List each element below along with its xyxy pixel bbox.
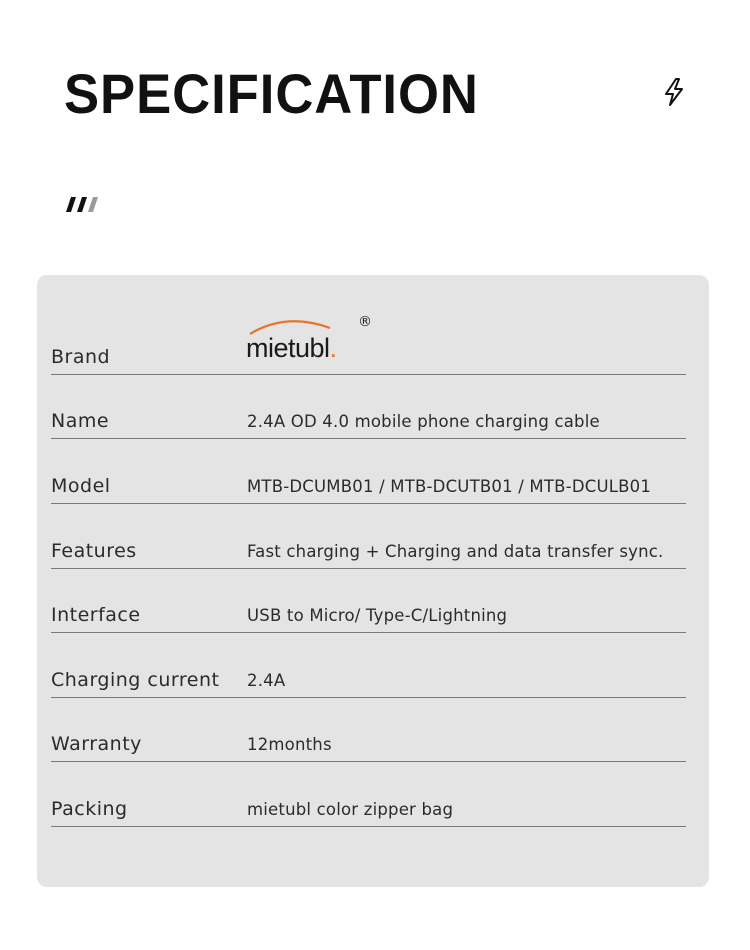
spec-row-model	[51, 473, 686, 504]
page-title: SPECIFICATION	[64, 62, 479, 125]
spec-label: Interface	[51, 604, 141, 626]
spec-label: Brand	[51, 346, 111, 368]
spec-row-features	[51, 538, 686, 569]
spec-label: Name	[51, 410, 110, 432]
spec-label: Warranty	[51, 733, 142, 755]
spec-row-brand	[51, 314, 686, 375]
spec-row-interface	[51, 602, 686, 633]
spec-value: Fast charging + Charging and data transfer sync.	[247, 542, 664, 561]
spec-row-charging-current	[51, 667, 686, 698]
spec-value: 2.4A OD 4.0 mobile phone charging cable	[247, 412, 600, 431]
spec-value: MTB-DCUMB01 / MTB-DCUTB01 / MTB-DCULB01	[247, 477, 652, 496]
lightning-bolt-icon	[662, 78, 686, 106]
spec-label: Features	[51, 540, 137, 562]
spec-label: Model	[51, 475, 111, 497]
registered-mark: ®	[358, 314, 372, 330]
spec-row-warranty	[51, 731, 686, 762]
brand-logo	[246, 314, 376, 362]
logo-wordmark: mietubl.	[246, 333, 337, 363]
spec-row-packing	[51, 796, 686, 827]
spec-label: Packing	[51, 798, 128, 820]
spec-value: mietubl color zipper bag	[247, 800, 454, 819]
spec-value: USB to Micro/ Type-C/Lightning	[247, 606, 508, 625]
spec-row-name	[51, 408, 686, 439]
spec-value: 12months	[247, 735, 332, 754]
triple-slash-icon	[66, 197, 100, 213]
spec-label: Charging current	[51, 669, 220, 691]
spec-value: 2.4A	[247, 671, 286, 690]
